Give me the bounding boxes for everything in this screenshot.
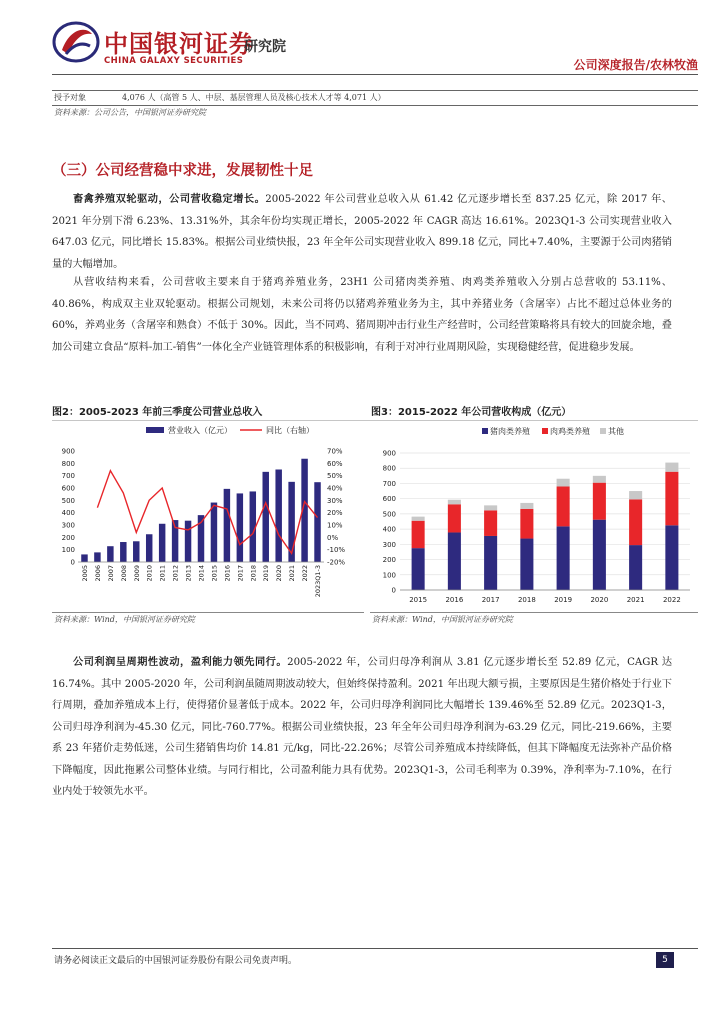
- x-tick-label: 2016: [445, 596, 464, 604]
- revenue-bar: [94, 552, 100, 562]
- stacked-bar-segment: [557, 486, 570, 526]
- x-tick-label: 2012: [171, 565, 180, 582]
- stacked-bar-segment: [484, 510, 497, 536]
- y-tick-label: 0: [391, 586, 396, 595]
- source-top: 资料来源：公司公告，中国银河证券研究院: [54, 108, 206, 117]
- revenue-bar: [120, 542, 126, 562]
- x-tick-label: 2006: [93, 565, 102, 582]
- revenue-bar: [263, 472, 269, 562]
- page-number: 5: [656, 952, 674, 968]
- y2-tick-label: 50%: [327, 472, 343, 481]
- x-tick-label: 2022: [662, 596, 681, 604]
- paragraph-profit-lead: 公司利润呈周期性波动，盈利能力领先同行。: [73, 656, 288, 668]
- x-tick-label: 2008: [119, 565, 128, 582]
- stacked-bar-segment: [448, 500, 461, 505]
- revenue-bar: [159, 524, 165, 562]
- x-tick-label: 2019: [262, 565, 271, 582]
- revenue-bar: [185, 521, 191, 562]
- figure2-bottom-border: [52, 612, 364, 613]
- legend-swatch-revenue: [146, 427, 164, 433]
- x-tick-label: 2020: [275, 565, 284, 582]
- revenue-bar: [314, 482, 320, 562]
- x-tick-label: 2009: [132, 565, 141, 582]
- logo-chinese-name: 中国银河证券: [104, 30, 254, 58]
- y-tick-label: 700: [382, 479, 396, 488]
- x-tick-label: 2017: [481, 596, 500, 604]
- y-tick-label: 200: [382, 556, 396, 565]
- stacked-bar-segment: [665, 525, 678, 590]
- figure3-bottom-border: [370, 612, 698, 613]
- x-tick-label: 2014: [197, 565, 206, 582]
- company-logo: [52, 20, 100, 64]
- y-tick-label: 800: [382, 464, 396, 473]
- x-tick-label: 2013: [184, 565, 193, 582]
- table-top-border: [52, 90, 698, 91]
- y-tick-label: 700: [61, 472, 75, 481]
- y-tick-label: 500: [61, 496, 75, 505]
- y-tick-label: 800: [61, 459, 75, 468]
- y-tick-label: 300: [382, 540, 396, 549]
- y-tick-label: 400: [382, 525, 396, 534]
- paragraph-structure: 从营收结构来看，公司营收主要来自于猪鸡养殖业务，23H1 公司猪肉类养殖、肉鸡类养殖收入分别占总营收的 53.11%、40.86%，构成双主业双轮驱动。根据公司规划，未来公司将仍以猪鸡养殖业务为主，其中养猪业务（含屠宰）占比不超过总体业务的 60%，养鸡业务（含屠宰和熟食）不低于 30%。因此，当不同鸡、猪周期冲击行业生产经营时，公司经营策略将具有较大的回旋余地，叠加公司建立食品“原料-加工-销售”一体化全产业链管理体系的积极影响，有利于对冲行业周期风险，实现稳健经营，促进稳步发展。: [52, 277, 672, 353]
- x-tick-label: 2022: [301, 565, 310, 582]
- revenue-bar: [146, 534, 152, 562]
- yoy-line: [97, 471, 317, 554]
- x-tick-label: 2015: [210, 565, 219, 582]
- legend-label-yoy: 同比（右轴）: [266, 426, 314, 435]
- x-tick-label: 2005: [80, 565, 89, 582]
- figure2-title: 图2：2005-2023 年前三季度公司营业总收入: [52, 407, 263, 418]
- revenue-bar: [211, 503, 217, 562]
- legend-swatch: [542, 428, 548, 434]
- footer-disclaimer: 请务必阅读正文最后的中国银河证券股份有限公司免责声明。: [54, 956, 298, 966]
- y-tick-label: 500: [382, 510, 396, 519]
- x-tick-label: 2021: [288, 565, 297, 582]
- figure2-chart: [52, 420, 370, 616]
- stacked-bar-segment: [520, 509, 533, 539]
- y2-tick-label: -20%: [327, 558, 346, 567]
- legend-label: 肉鸡类养殖: [550, 427, 590, 436]
- x-tick-label: 2018: [249, 565, 258, 582]
- legend-label: 猪肉类养殖: [490, 427, 530, 436]
- x-tick-label: 2015: [409, 596, 428, 604]
- stacked-bar-segment: [484, 536, 497, 590]
- paragraph-profit-text: 2005-2022 年，公司归母净利润从 3.81 亿元逐步增长至 52.89 亿元，CAGR 达 16.74%。其中 2005-2020 年，公司利润虽随周期波动较大，但始终保持盈利。2021 年出现大额亏损，主要原因是生猪价格处于行业下行周期，叠加养殖成本上行，使得猪价显著低于成本。2022 年，公司归母净利润同比大幅增长 139.46%至 52.89 亿元。2023Q1-3，公司归母净利润为-45.30 亿元，同比-760.77%。根据公司业绩快报，23 年全年公司归母净利润为-63.29 亿元，同比-219.66%，主要系 23 年猪价走势低迷，公司生猪销售均价 14.81 元/kg，同比-22.26%；尽管公司养殖成本持续降低，但其下降幅度无法弥补产品价格下降幅度，因此拖累公司整体业绩。与同行相比，公司盈利能力具有优势。2023Q1-3，公司毛利率为 0.39%，净利率为-7.10%，在行业内处于较领先水平。: [52, 657, 673, 797]
- header-divider: [52, 74, 698, 75]
- x-tick-label: 2010: [145, 565, 154, 582]
- x-tick-label: 2007: [106, 565, 115, 582]
- stacked-bar-segment: [629, 491, 642, 499]
- table-row-value: 4,076 人（高管 5 人、中层、基层管理人员及核心技术人才等 4,071 人）: [122, 93, 386, 102]
- y2-tick-label: 40%: [327, 484, 343, 493]
- stacked-bar-segment: [448, 532, 461, 590]
- y2-tick-label: 60%: [327, 459, 343, 468]
- y-tick-label: 100: [61, 546, 75, 555]
- y2-tick-label: 30%: [327, 496, 343, 505]
- stacked-bar-segment: [629, 545, 642, 590]
- galaxy-logo-icon: [52, 20, 100, 64]
- revenue-bar: [81, 554, 87, 562]
- logo-english-name: CHINA GALAXY SECURITIES: [104, 56, 244, 66]
- paragraph-revenue: [52, 189, 672, 275]
- figure3-chart: [370, 420, 698, 616]
- stacked-bar-segment: [593, 476, 606, 483]
- y2-tick-label: 70%: [327, 447, 343, 456]
- stacked-bar-segment: [593, 520, 606, 590]
- y-tick-label: 0: [70, 558, 75, 567]
- footer-divider: [52, 948, 698, 949]
- y-tick-label: 600: [61, 484, 75, 493]
- stacked-bar-segment: [557, 479, 570, 487]
- paragraph-profit: [52, 652, 672, 803]
- section-title: （三）公司经营稳中求进，发展韧性十足: [52, 163, 313, 179]
- stacked-bar-segment: [665, 463, 678, 472]
- table-bottom-border: [52, 105, 698, 106]
- legend-swatch: [482, 428, 488, 434]
- stacked-bar-segment: [520, 539, 533, 590]
- paragraph-revenue-text: 2005-2022 年公司营业总收入从 61.42 亿元逐步增长至 837.25 亿元，除 2017 年、2021 年分别下滑 6.23%、13.31%外，其余年份均实现正增长，2005-2022 年 CAGR 高达 16.61%。2023Q1-3 公司实现营业收入 647.03 亿元，同比增长 15.83%。根据公司业绩快报，23 年全年公司实现营业收入 899.18 亿元，同比+7.40%，主要源于公司肉猪销量的大幅增加。: [52, 194, 672, 270]
- y-tick-label: 900: [61, 447, 75, 456]
- table-row-label: 授予对象: [54, 93, 86, 102]
- stacked-bar-segment: [520, 503, 533, 509]
- stacked-bar-segment: [557, 526, 570, 590]
- paragraph-revenue-lead: 畜禽养殖双轮驱动，公司营收稳定增长。: [73, 193, 266, 205]
- y-tick-label: 100: [382, 571, 396, 580]
- y2-tick-label: 0%: [327, 533, 339, 542]
- stacked-bar-segment: [412, 521, 425, 548]
- y-tick-label: 900: [382, 449, 396, 458]
- stacked-bar-segment: [412, 517, 425, 521]
- stacked-bar-segment: [593, 483, 606, 520]
- source-figure2: 资料来源：Wind，中国银河证券研究院: [54, 615, 195, 624]
- x-tick-label: 2020: [590, 596, 609, 604]
- legend-swatch: [600, 428, 606, 434]
- institute-name: 研究院: [244, 39, 286, 55]
- y2-tick-label: 10%: [327, 521, 343, 530]
- revenue-bar: [133, 541, 139, 562]
- revenue-bar: [224, 489, 230, 562]
- stacked-bar-segment: [484, 505, 497, 510]
- x-tick-label: 2019: [554, 596, 573, 604]
- y-tick-label: 400: [61, 509, 75, 518]
- legend-label-revenue: 营业收入（亿元）: [168, 426, 232, 435]
- y-tick-label: 600: [382, 495, 396, 504]
- revenue-bar: [107, 546, 113, 562]
- x-tick-label: 2017: [236, 565, 245, 582]
- x-tick-label: 2023Q1-3: [314, 565, 323, 598]
- x-tick-label: 2016: [223, 565, 232, 582]
- stacked-bar-segment: [665, 472, 678, 526]
- x-tick-label: 2018: [517, 596, 536, 604]
- y-tick-label: 300: [61, 521, 75, 530]
- y2-tick-label: 20%: [327, 509, 343, 518]
- x-tick-label: 2011: [158, 565, 167, 582]
- stacked-bar-segment: [629, 499, 642, 545]
- y2-tick-label: -10%: [327, 546, 346, 555]
- x-tick-label: 2021: [626, 596, 645, 604]
- source-figure3: 资料来源：Wind，中国银河证券研究院: [372, 615, 513, 624]
- stacked-bar-segment: [412, 548, 425, 590]
- revenue-bar: [275, 470, 281, 563]
- figure3-title: 图3：2015-2022 年公司营收构成（亿元）: [371, 407, 572, 418]
- report-type: 公司深度报告/农林牧渔: [573, 58, 698, 72]
- y-tick-label: 200: [61, 533, 75, 542]
- stacked-bar-segment: [448, 504, 461, 532]
- revenue-bar: [237, 493, 243, 562]
- legend-label: 其他: [608, 427, 624, 436]
